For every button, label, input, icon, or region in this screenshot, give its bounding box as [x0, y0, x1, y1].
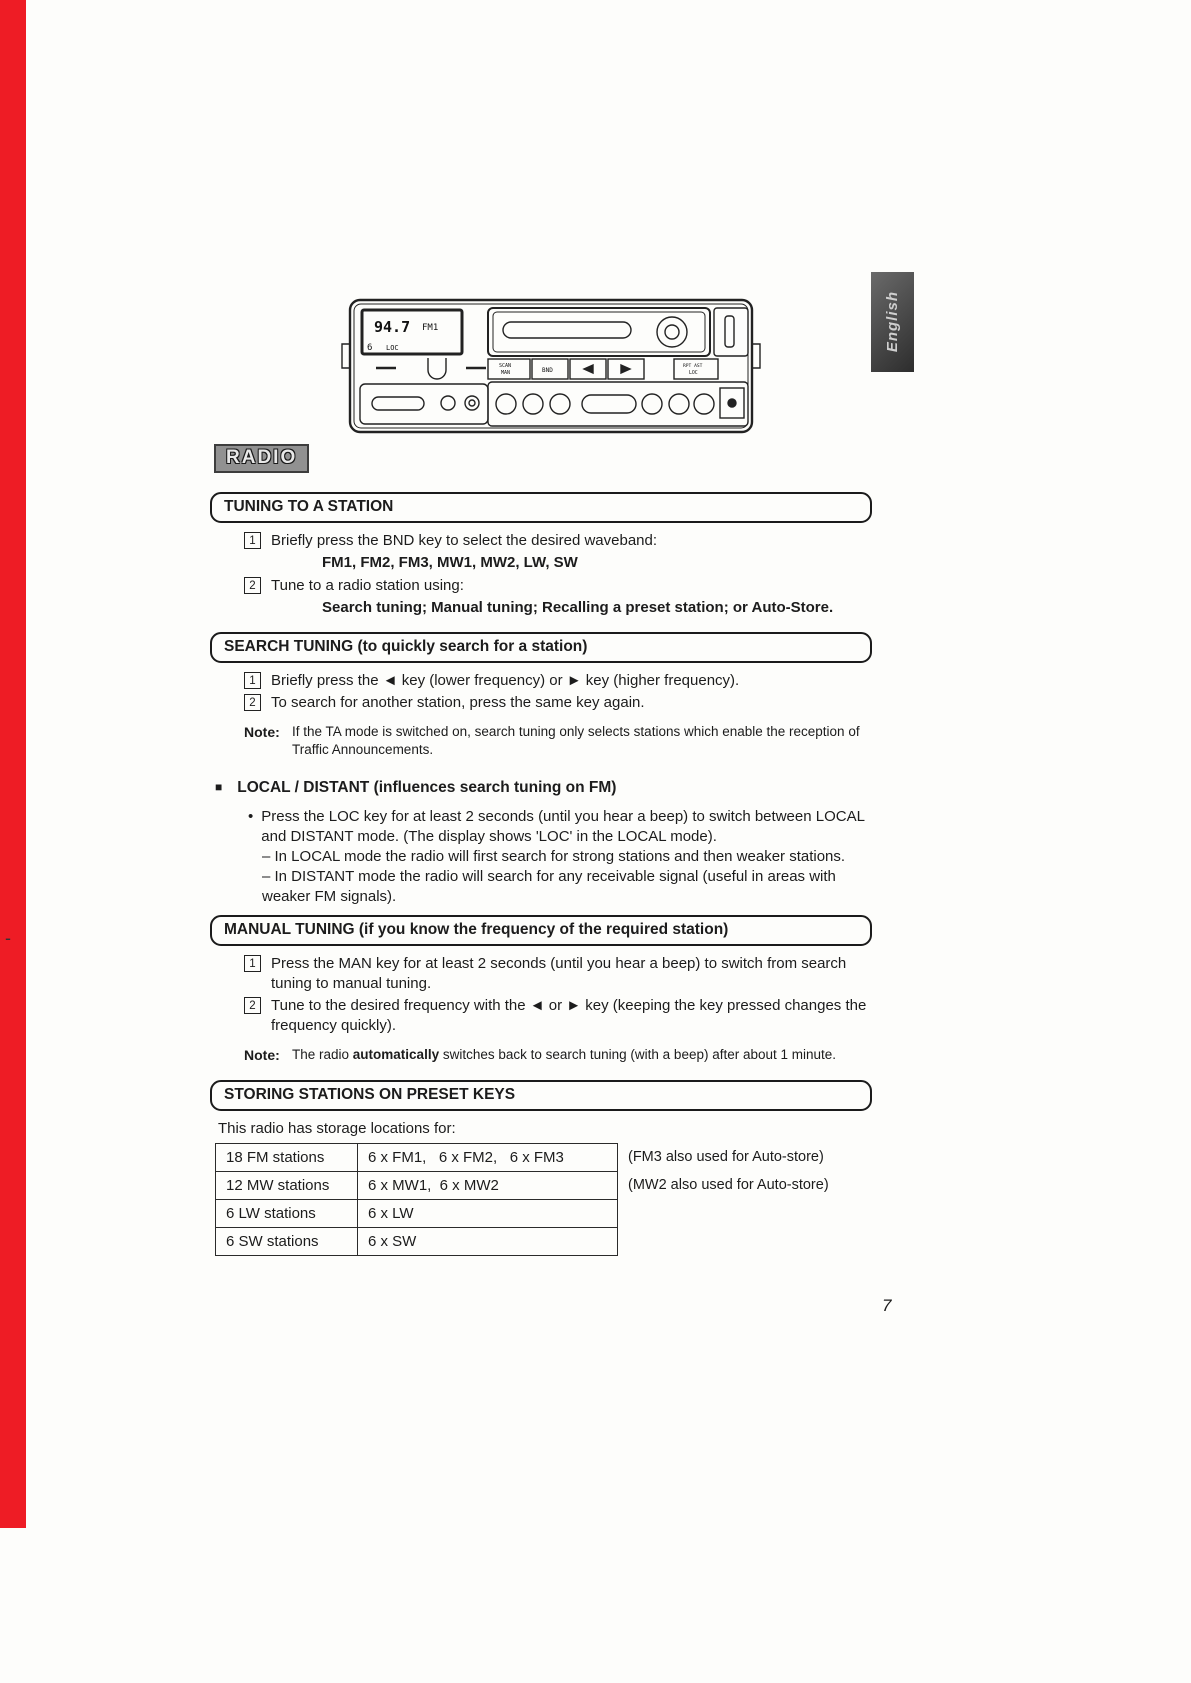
step-text: Press the MAN key for at least 2 seconds (until you hear a beep) to switch from search tuning to manual tuning. [271, 955, 847, 992]
note-bold-word: automatically [352, 1047, 440, 1062]
table-row [216, 1172, 618, 1200]
table-row [216, 1144, 618, 1172]
chapter-title: RADIO [214, 444, 309, 473]
step-row [244, 576, 872, 596]
volume-rocker-icon [428, 358, 446, 379]
section-header-search: SEARCH TUNING (to quickly search for a station) [210, 632, 872, 663]
right-end-panel [714, 308, 748, 356]
local-distant-title: LOCAL / DISTANT (influences search tuning on FM) [237, 779, 617, 796]
waveband-list: FM1, FM2, FM3, MW1, MW2, LW, SW [322, 554, 578, 571]
knob-icon [441, 396, 455, 410]
page-number: 7 [882, 1296, 892, 1315]
storing-intro: This radio has storage locations for: [218, 1120, 456, 1137]
step-number-box: 2 [244, 694, 261, 711]
preset-detail-cell: 6 x SW [358, 1228, 618, 1256]
svg-text:LOC: LOC [689, 371, 698, 376]
search-note [210, 723, 872, 759]
station-count-cell: 12 MW stations [216, 1172, 358, 1200]
distant-mode-line: – In DISTANT mode the radio will search for any receivable signal (useful in areas with weaker FM signals). [262, 868, 836, 905]
preset-detail-cell: 6 x MW1, 6 x MW2 [358, 1172, 618, 1200]
step-number-box: 2 [244, 997, 261, 1014]
step-text: Tune to the desired frequency with the ◄ or ► key (keeping the key pressed changes the frequency quickly). [271, 997, 867, 1034]
step-row [244, 693, 872, 713]
radio-display [362, 310, 462, 354]
section-header-tuning: TUNING TO A STATION [210, 492, 872, 523]
note-text: If the TA mode is switched on, search tuning only selects stations which enable the reception of Traffic Announcements. [292, 724, 860, 757]
step-row [244, 996, 872, 1036]
mount-ear-right-icon [752, 344, 760, 368]
preset-button-icon [669, 394, 689, 414]
svg-text:RPT AST: RPT AST [683, 364, 703, 369]
step-text: To search for another station, press the same key again. [271, 694, 645, 711]
step-number-box: 1 [244, 532, 261, 549]
preset-detail-cell: 6 x FM1, 6 x FM2, 6 x FM3 [358, 1144, 618, 1172]
svg-text:94.7: 94.7 [374, 318, 411, 336]
preset-button-icon [694, 394, 714, 414]
step-row [244, 531, 872, 551]
svg-text:MAN: MAN [501, 370, 511, 376]
preset-strip [488, 382, 748, 426]
knob-icon [465, 396, 479, 410]
manual-steps [210, 954, 872, 1036]
language-tab-label: English [884, 291, 901, 353]
storage-table [215, 1143, 618, 1256]
preset-button-icon [496, 394, 516, 414]
note-label: Note: [244, 1047, 280, 1063]
station-count-cell: 18 FM stations [216, 1144, 358, 1172]
seek-left-icon [584, 365, 593, 373]
cassette-slot-icon [503, 322, 631, 338]
svg-text:BND: BND [542, 367, 553, 374]
step-number-box: 1 [244, 955, 261, 972]
preset-button-icon [642, 394, 662, 414]
svg-text:6: 6 [367, 343, 373, 353]
side-note-mw2: (MW2 also used for Auto-store) [628, 1177, 829, 1193]
svg-text:SCAN: SCAN [499, 363, 512, 369]
station-count-cell: 6 SW stations [216, 1228, 358, 1256]
section-header-storing: STORING STATIONS ON PRESET KEYS [210, 1080, 872, 1111]
scan-man-key [488, 359, 530, 379]
step-number-box: 1 [244, 672, 261, 689]
bullet-dot-icon: • [248, 808, 254, 825]
svg-text:FM1: FM1 [422, 323, 439, 333]
content-column [210, 492, 872, 1256]
mount-ear-left-icon [342, 344, 350, 368]
pill-button-icon [582, 395, 636, 413]
radio-illustration [336, 296, 766, 443]
preset-detail-cell: 6 x LW [358, 1200, 618, 1228]
square-bullet-icon: ■ [215, 780, 223, 794]
note-text: The radio automatically switches back to search tuning (with a beep) after about 1 minute. [292, 1047, 837, 1062]
pill-button-icon [372, 397, 424, 410]
left-subpanel [360, 384, 488, 424]
seek-right-icon [621, 365, 630, 373]
tuning-methods-list: Search tuning; Manual tuning; Recalling a preset station; or Auto-Store. [322, 599, 834, 616]
cassette-door [488, 308, 710, 356]
svg-text:LOC: LOC [386, 344, 399, 352]
local-distant-bullet [210, 807, 872, 847]
station-count-cell: 6 LW stations [216, 1200, 358, 1228]
manual-note [210, 1046, 872, 1064]
margin-dash-artifact: - [5, 928, 11, 948]
rpt-ast-loc-key [674, 359, 718, 379]
step-row [244, 954, 872, 994]
note-label: Note: [244, 724, 280, 740]
eject-knob-icon [657, 317, 687, 347]
step-text: Briefly press the BND key to select the desired waveband: [271, 532, 658, 549]
bullet-text: Press the LOC key for at least 2 seconds (until you hear a beep) to switch between LOCAL and DISTANT mode. (The display shows 'LOC' in the LOCAL mode). [261, 808, 865, 845]
step-number-box: 2 [244, 577, 261, 594]
table-side-notes [628, 1143, 829, 1199]
red-margin-strip [0, 0, 26, 1528]
step-row [244, 671, 872, 691]
table-row [216, 1200, 618, 1228]
local-distant-heading [210, 779, 872, 797]
key-row [488, 359, 718, 379]
language-tab [871, 272, 914, 372]
storage-table-area [215, 1143, 872, 1256]
table-row [216, 1228, 618, 1256]
preset-button-icon [523, 394, 543, 414]
step-text: Tune to a radio station using: [271, 577, 464, 594]
search-steps [210, 671, 872, 713]
preset-button-icon [550, 394, 570, 414]
section-header-manual: MANUAL TUNING (if you know the frequency of the required station) [210, 915, 872, 946]
local-mode-line: – In LOCAL mode the radio will first search for strong stations and then weaker stations. [262, 848, 846, 865]
side-note-fm3: (FM3 also used for Auto-store) [628, 1149, 824, 1165]
tuning-steps [210, 531, 872, 618]
step-text: Briefly press the ◄ key (lower frequency) or ► key (higher frequency). [271, 672, 740, 689]
